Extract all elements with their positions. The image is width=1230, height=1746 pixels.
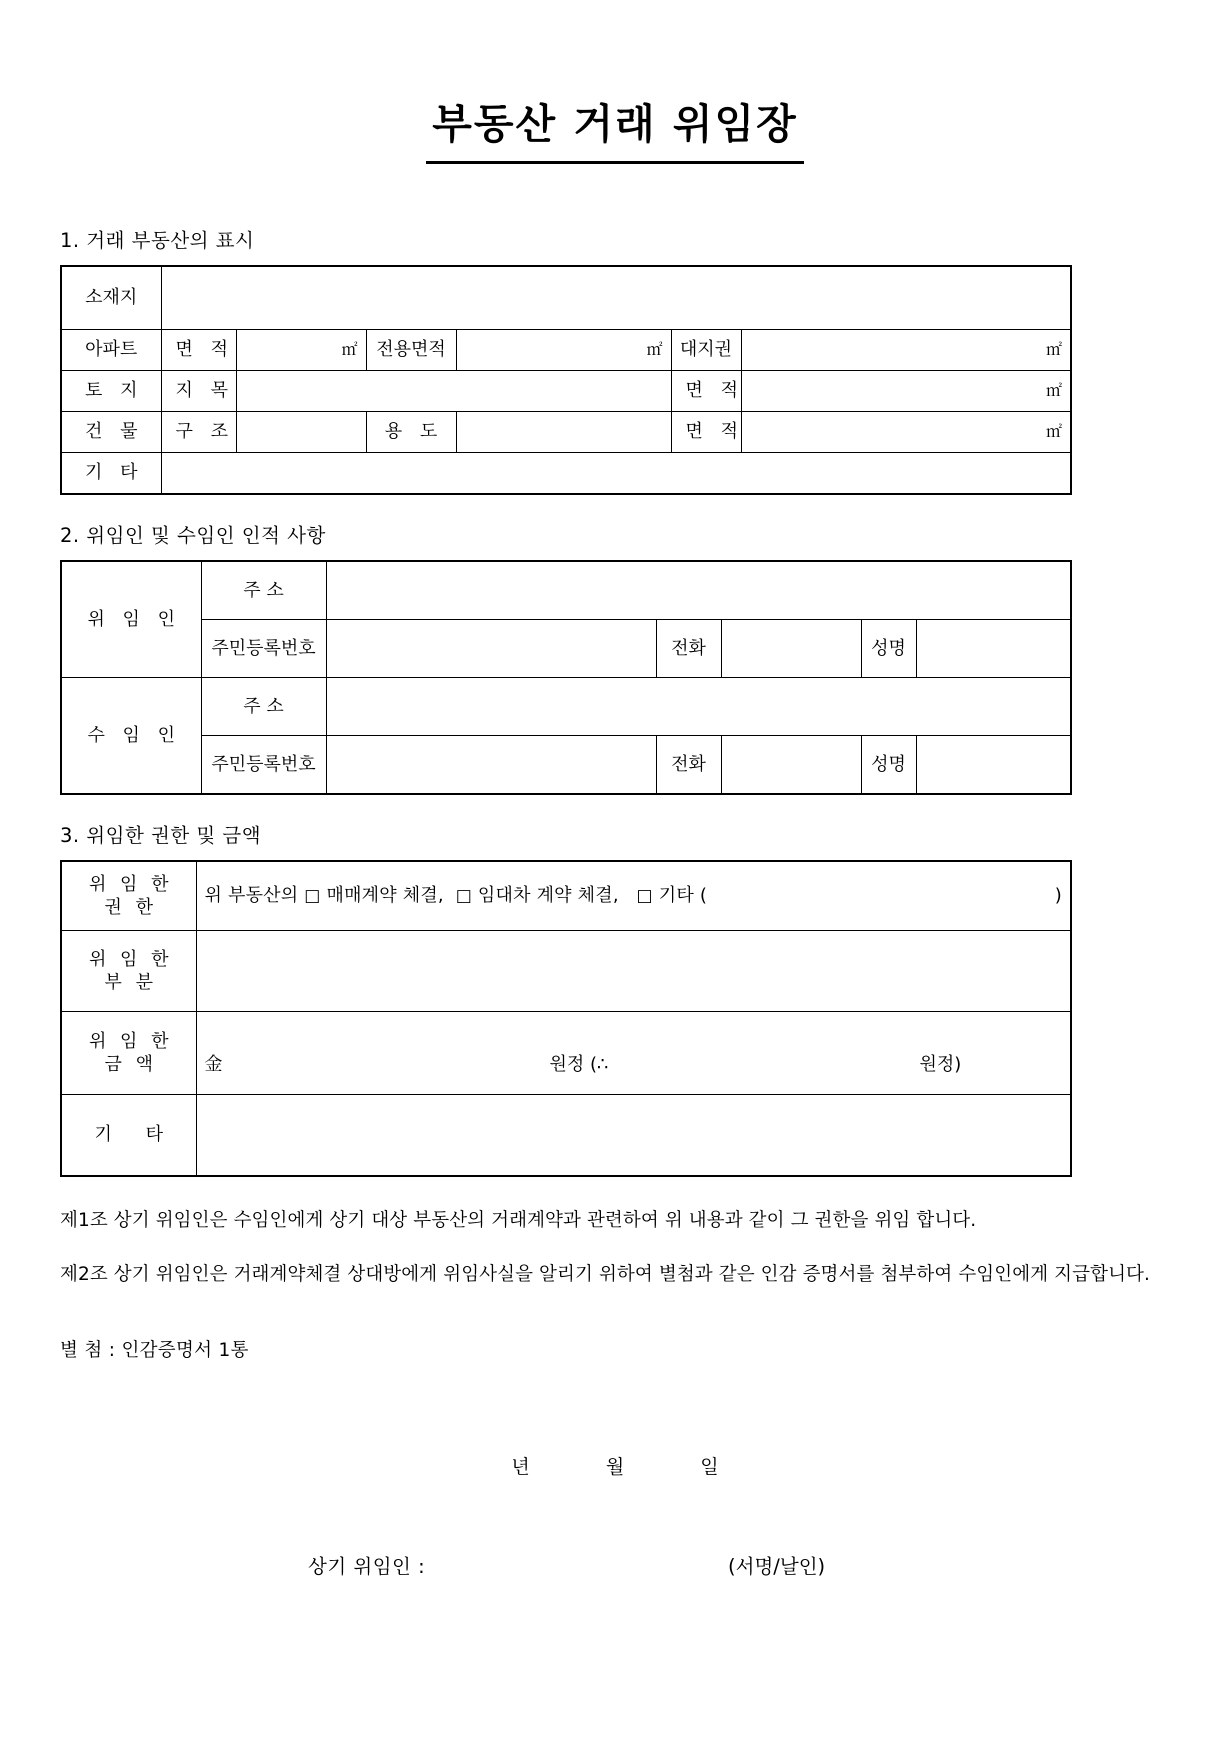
attachment-line — [60, 1336, 1170, 1362]
date-year-label[interactable]: 년 — [511, 1455, 530, 1478]
table-row-delegate-id — [61, 736, 1071, 795]
delegator-id-value[interactable] — [326, 620, 656, 678]
delegator-phone-label: 전화 — [656, 620, 721, 678]
checkbox-sale-icon[interactable]: □ — [304, 886, 321, 907]
table-row-delegate-address — [61, 678, 1071, 736]
section-1-heading: 1. 거래 부동산의 표시 — [60, 229, 255, 253]
delegator-address-label: 주 소 — [201, 561, 326, 620]
amount-label-line1: 위 임 한 — [88, 1030, 173, 1052]
delegator-id-label: 주민등록번호 — [201, 620, 326, 678]
land-area-unit[interactable]: ㎡ — [741, 371, 1071, 412]
building-area-label: 면 적 — [671, 412, 741, 453]
amount-value[interactable] — [196, 1012, 1071, 1095]
portion-label — [61, 931, 196, 1012]
authority-label-line1: 위 임 한 — [88, 873, 173, 895]
delegator-phone-value[interactable] — [721, 620, 861, 678]
table-row-authority — [61, 861, 1071, 931]
authority-etc-label: 기 타 — [61, 1095, 196, 1177]
delegator-name-value[interactable] — [916, 620, 1071, 678]
land-category-label: 지 목 — [161, 371, 236, 412]
date-line — [60, 1452, 1170, 1479]
authority-option-sale: 매매계약 체결, — [326, 885, 444, 907]
land-area-label: 면 적 — [671, 371, 741, 412]
table-row-land — [61, 371, 1071, 412]
delegate-label: 수 임 인 — [61, 678, 201, 795]
section-2-heading: 2. 위임인 및 수임인 인적 사항 — [60, 524, 326, 548]
table-row-apartment — [61, 330, 1071, 371]
structure-value[interactable] — [236, 412, 366, 453]
portion-value[interactable] — [196, 931, 1071, 1012]
exclusive-area-label: 전용면적 — [366, 330, 456, 371]
date-day-label[interactable]: 일 — [700, 1455, 719, 1478]
checkbox-other-icon[interactable]: □ — [636, 886, 653, 907]
attachment-value: 인감증명서 1통 — [121, 1339, 249, 1361]
apartment-label: 아파트 — [61, 330, 161, 371]
portion-label-line1: 위 임 한 — [88, 948, 173, 970]
authority-label-line2: 권 한 — [104, 897, 157, 919]
authority-value — [196, 861, 1071, 931]
table-row-portion — [61, 931, 1071, 1012]
usage-label: 용 도 — [366, 412, 456, 453]
delegate-phone-label: 전화 — [656, 736, 721, 795]
signature-line — [60, 1551, 1170, 1585]
site-right-unit[interactable]: ㎡ — [741, 330, 1071, 371]
parties-table — [60, 560, 1072, 795]
authority-etc-value[interactable] — [196, 1095, 1071, 1177]
apartment-area-label: 면 적 — [161, 330, 236, 371]
table-row-delegator-id — [61, 620, 1071, 678]
table-row-building — [61, 412, 1071, 453]
property-etc-label: 기 타 — [61, 453, 161, 495]
delegate-id-value[interactable] — [326, 736, 656, 795]
signer-label[interactable]: 상기 위임인 : — [308, 1554, 426, 1578]
authority-option-other-close: ) — [1054, 885, 1062, 907]
amount-middle-mark: 원정 (∴ — [549, 1054, 609, 1076]
apartment-area-unit[interactable]: ㎡ — [236, 330, 366, 371]
building-label: 건 물 — [61, 412, 161, 453]
clause-2: 제2조 상기 위임인은 거래계약체결 상대방에게 위임사실을 알리기 위하여 별첨과 같은 인감 증명서를 첨부하여 수임인에게 지급합니다. — [60, 1263, 1150, 1285]
structure-label: 구 조 — [161, 412, 236, 453]
delegator-address-value[interactable] — [326, 561, 1071, 620]
clause-1: 제1조 상기 위임인은 수임인에게 상기 대상 부동산의 거래계약과 관련하여 위 내용과 같이 그 권한을 위임 합니다. — [60, 1210, 977, 1232]
table-row-authority-etc — [61, 1095, 1071, 1177]
title-container — [60, 0, 1170, 191]
location-label: 소재지 — [61, 266, 161, 330]
land-label: 토 지 — [61, 371, 161, 412]
table-row-amount — [61, 1012, 1071, 1095]
portion-label-line2: 부 분 — [104, 972, 157, 994]
site-right-label: 대지권 — [671, 330, 741, 371]
building-area-unit[interactable]: ㎡ — [741, 412, 1071, 453]
location-value[interactable] — [161, 266, 1071, 330]
authority-option-other: 기타 ( — [658, 885, 708, 907]
amount-gold-mark: 金 — [204, 1054, 223, 1076]
date-month-label[interactable]: 월 — [605, 1455, 625, 1478]
table-row-etc — [61, 453, 1071, 495]
authority-label — [61, 861, 196, 931]
signature-note: (서명/날인) — [728, 1554, 826, 1578]
page-title: 부동산 거래 위임장 — [426, 99, 803, 163]
property-table — [60, 265, 1072, 495]
property-etc-value[interactable] — [161, 453, 1071, 495]
authority-options — [205, 884, 1063, 907]
amount-end-mark: 원정) — [919, 1054, 962, 1076]
table-row-location — [61, 266, 1071, 330]
authority-table — [60, 860, 1072, 1177]
delegate-address-value[interactable] — [326, 678, 1071, 736]
authority-option-lease: 임대차 계약 체결, — [477, 885, 619, 907]
delegator-name-label: 성명 — [861, 620, 916, 678]
delegator-label: 위 임 인 — [61, 561, 201, 678]
land-category-value[interactable] — [236, 371, 671, 412]
delegate-address-label: 주 소 — [201, 678, 326, 736]
delegate-phone-value[interactable] — [721, 736, 861, 795]
usage-value[interactable] — [456, 412, 671, 453]
delegate-name-value[interactable] — [916, 736, 1071, 795]
exclusive-area-unit[interactable]: ㎡ — [456, 330, 671, 371]
section-3-heading: 3. 위임한 권한 및 금액 — [60, 824, 262, 848]
amount-label — [61, 1012, 196, 1095]
attachment-label: 별 첨 : — [60, 1339, 116, 1361]
checkbox-lease-icon[interactable]: □ — [455, 886, 472, 907]
amount-label-line2: 금 액 — [104, 1054, 157, 1076]
authority-prefix: 위 부동산의 — [204, 885, 299, 907]
delegate-name-label: 성명 — [861, 736, 916, 795]
table-row-delegator-address — [61, 561, 1071, 620]
delegate-id-label: 주민등록번호 — [201, 736, 326, 795]
